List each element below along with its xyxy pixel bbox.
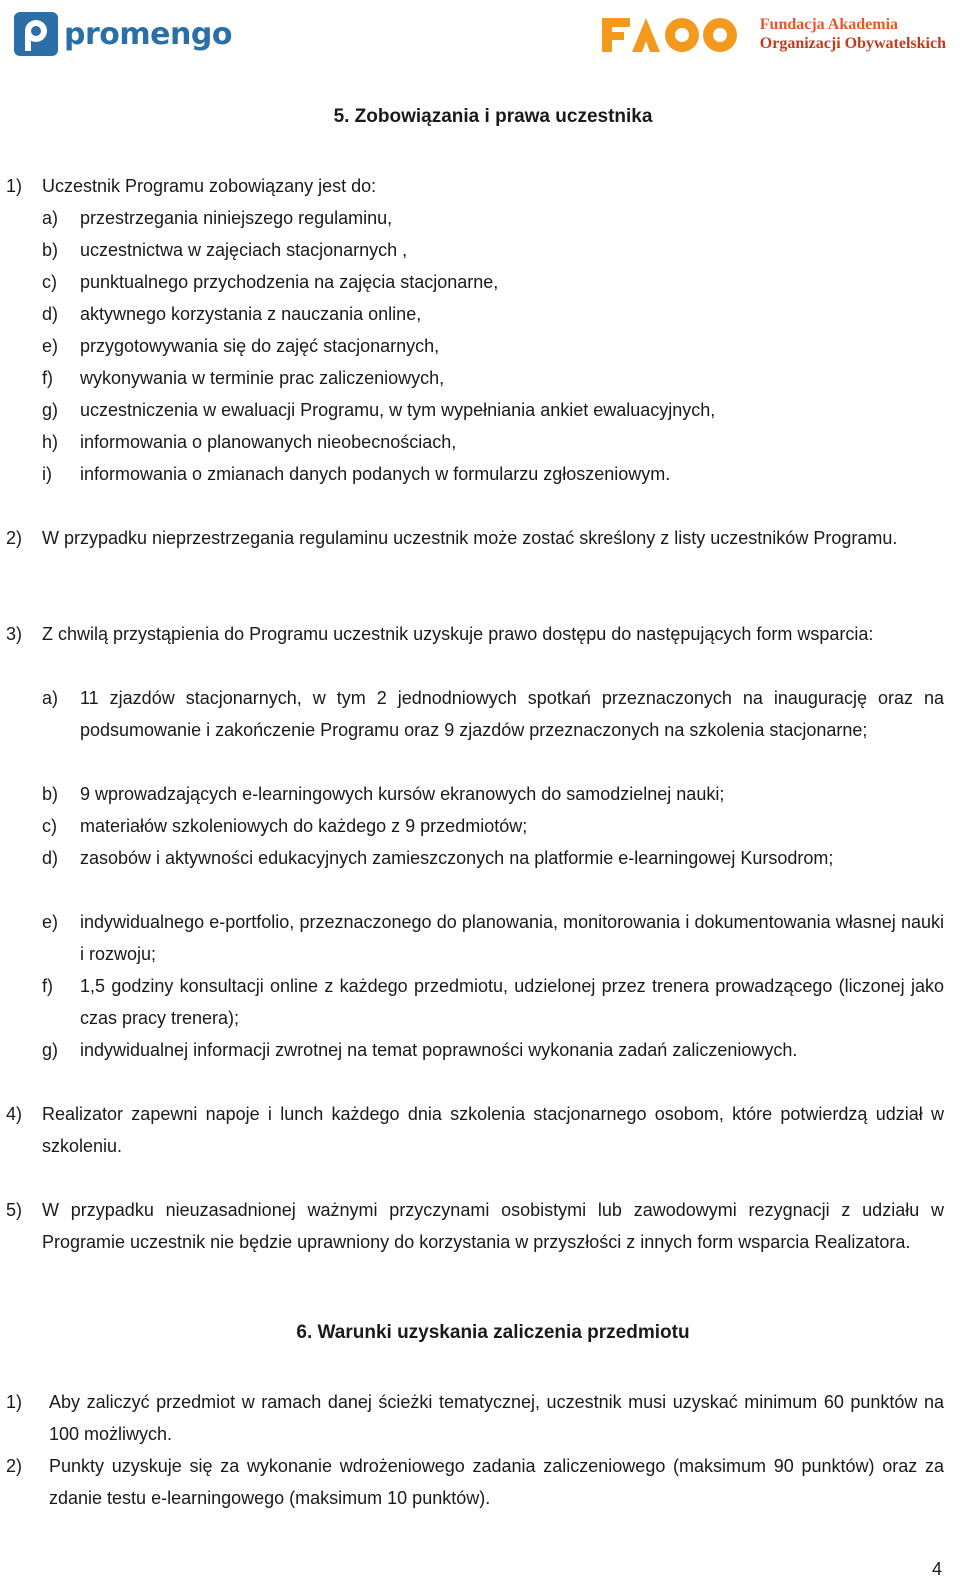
page-header <box>14 10 946 60</box>
item-number: 4) <box>6 1104 23 1124</box>
promengo-logo <box>14 12 232 56</box>
item-text: Z chwilą przystąpienia do Programu uczestnik uzyskuje prawo dostępu do następujących form wsparcia: <box>42 624 874 644</box>
faoo-logo <box>602 14 946 54</box>
section-6-item-2 <box>6 1450 944 1514</box>
item-number: 3) <box>6 624 23 644</box>
item-text: Aby zaliczyć przedmiot w ramach danej ścieżki tematycznej, uczestnik musi uzyskać minimum 60 punktów na 100 możliwych. <box>49 1392 944 1444</box>
section-5-item-5 <box>6 1194 944 1290</box>
item-text: Realizator zapewni napoje i lunch każdego dnia szkolenia stacjonarnego osobom, które potwierdzą udział w szkoleniu. <box>42 1104 944 1156</box>
item-text: W przypadku nieuzasadnionej ważnymi przyczynami osobistymi lub zawodowymi rezygnacji z udziału w Programie uczestnik nie będzie uprawniony do korzystania w przyszłości z innych form wsparcia Realizatora. <box>42 1200 944 1252</box>
faoo-logo-line2: Organizacji Obywatelskich <box>759 35 946 52</box>
section-6-heading: 6. Warunki uzyskania zaliczenia przedmiotu <box>296 1322 690 1343</box>
promengo-p-icon <box>14 12 58 56</box>
section-5-heading: 5. Zobowiązania i prawa uczestnika <box>333 106 653 127</box>
item-text: Uczestnik Programu zobowiązany jest do: <box>42 176 377 196</box>
item-number: 2) <box>6 528 23 548</box>
item-number: 2) <box>6 1456 23 1476</box>
item-text: Punkty uzyskuje się za wykonanie wdrożeniowego zadania zaliczeniowego (maksimum 90 punktów) oraz za zdanie testu e-learningowego (maksimum 10 punktów). <box>49 1456 944 1508</box>
promengo-logo-text: promengo <box>64 16 232 52</box>
item-number: 5) <box>6 1200 23 1220</box>
section-5-item-4 <box>6 1098 944 1162</box>
section-5-item-1 <box>6 170 944 202</box>
item-number: 1) <box>6 1392 23 1412</box>
item-text: W przypadku nieprzestrzegania regulaminu uczestnik może zostać skreślony z listy uczestników Programu. <box>42 528 898 548</box>
page-number: 4 <box>931 1559 942 1579</box>
faoo-logo-text <box>760 15 946 53</box>
item-number: 1) <box>6 176 23 196</box>
section-6-item-1 <box>6 1386 944 1450</box>
section-5-item-2 <box>6 522 944 586</box>
faoo-mark-icon <box>602 14 750 54</box>
section-5-item-3 <box>6 618 944 682</box>
faoo-logo-line1: Fundacja Akademia <box>759 16 899 33</box>
